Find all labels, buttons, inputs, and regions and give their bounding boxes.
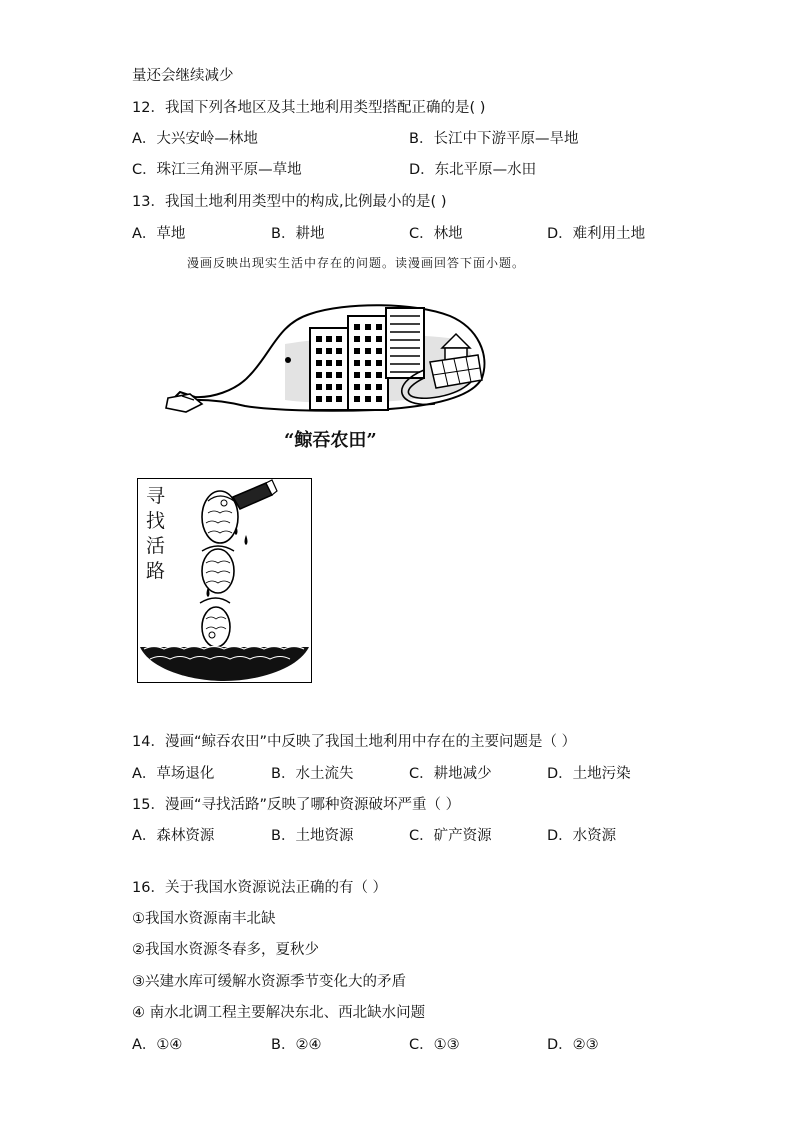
question-12-option-c: C．珠江三角洲平原—草地 [132, 162, 302, 178]
question-16-statement: ①我国水资源南丰北缺 [132, 911, 276, 927]
question-13-option-c: C．林地 [409, 226, 463, 242]
question-15-option-c: C．矿产资源 [409, 828, 492, 844]
question-16-statement: ③兴建水库可缓解水资源季节变化大的矛盾 [132, 974, 406, 990]
question-15-option-b: B．土地资源 [271, 828, 354, 844]
question-14-option-d: D．土地污染 [547, 766, 631, 782]
cartoon2-title-char: 找 [146, 510, 166, 532]
question-16-option-b: B．②④ [271, 1037, 322, 1053]
question-14-option-a: A．草场退化 [132, 766, 215, 782]
whale-cartoon [160, 300, 490, 425]
question-16-option-c: C．①③ [409, 1037, 460, 1053]
question-13-option-d: D．难利用土地 [547, 226, 646, 242]
question-16-option-a: A．①④ [132, 1037, 183, 1053]
question-13-stem: 13．我国土地利用类型中的构成,比例最小的是( ) [132, 194, 447, 210]
question-14-stem: 14．漫画“鲸吞农田”中反映了我国土地利用中存在的主要问题是（ ） [132, 734, 577, 750]
question-15-option-a: A．森林资源 [132, 828, 215, 844]
question-13-option-a: A．草地 [132, 226, 186, 242]
question-16-stem: 16．关于我国水资源说法正确的有（ ） [132, 880, 388, 896]
cartoon2-title-char: 寻 [146, 485, 166, 507]
question-16-option-d: D．②③ [547, 1037, 599, 1053]
cartoon-intro: 漫画反映出现实生活中存在的问题。读漫画回答下面小题。 [187, 256, 526, 270]
question-12-option-d: D．东北平原—水田 [409, 162, 537, 178]
question-12-option-a: A．大兴安岭—林地 [132, 131, 258, 147]
question-15-option-d: D．水资源 [547, 828, 617, 844]
question-16-statement: ②我国水资源冬春多，夏秋少 [132, 942, 319, 958]
question-14-option-c: C．耕地减少 [409, 766, 492, 782]
question-15-stem: 15．漫画“寻找活路”反映了哪种资源破坏严重（ ） [132, 797, 461, 813]
cartoon2-title-char: 路 [146, 560, 166, 582]
question-14-option-b: B．水土流失 [271, 766, 354, 782]
cartoon2-title-char: 活 [146, 535, 166, 557]
question-16-statement: ④ 南水北调工程主要解决东北、西北缺水问题 [132, 1005, 426, 1021]
cartoon1-caption: “鲸吞农田” [284, 430, 377, 451]
fish-cartoon [138, 479, 311, 682]
prev-continuation: 量还会继续减少 [132, 68, 234, 84]
question-13-option-b: B．耕地 [271, 226, 325, 242]
question-12-stem: 12．我国下列各地区及其土地利用类型搭配正确的是( ) [132, 100, 486, 116]
question-12-option-b: B．长江中下游平原—旱地 [409, 131, 579, 147]
